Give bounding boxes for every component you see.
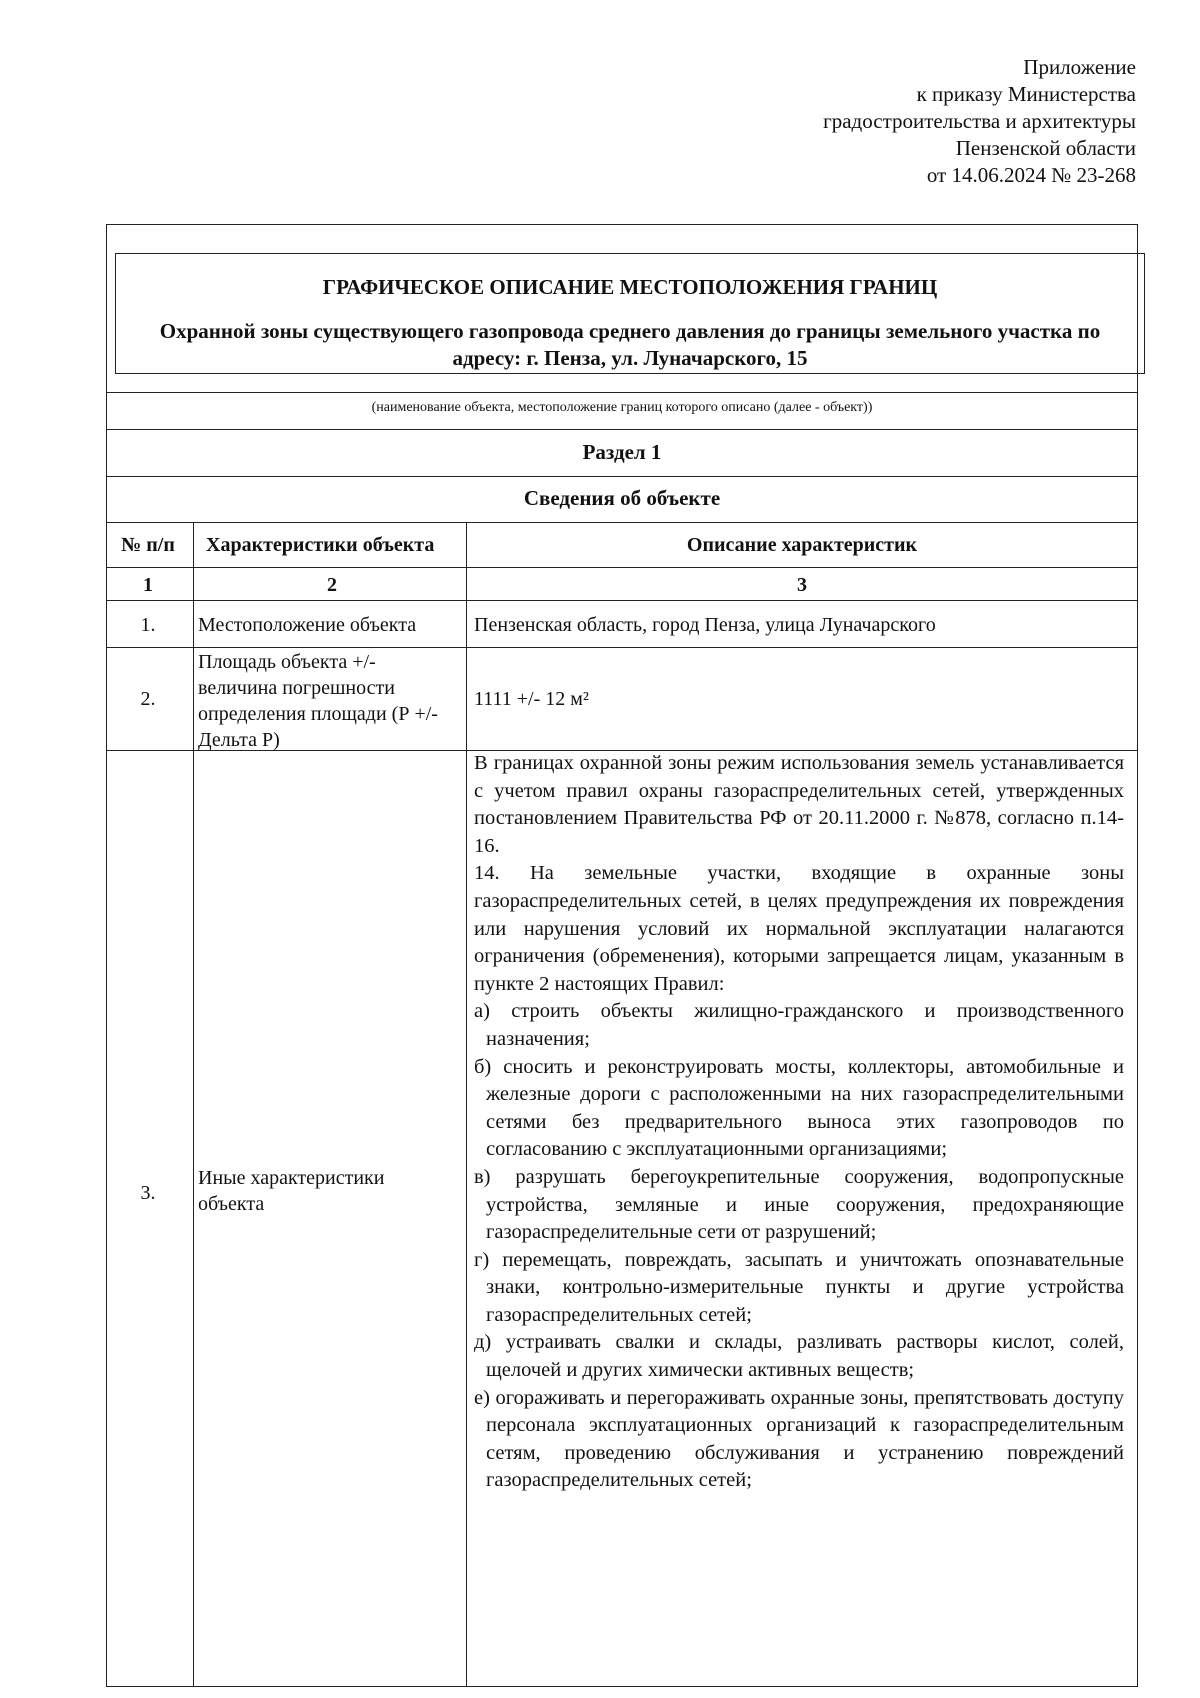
- divider: [106, 429, 1138, 430]
- description-paragraph: д) устраивать свалки и склады, разливать растворы кислот, солей, щелочей и других химически активных веществ;: [474, 1331, 1124, 1382]
- divider: [106, 476, 1138, 477]
- section-subtitle: Сведения об объекте: [523, 486, 721, 510]
- object-caption: (наименование объекта, местоположение границ которого описано (далее - объект)): [371, 400, 873, 415]
- column-line: [193, 522, 194, 1687]
- column-number: 3: [797, 574, 807, 596]
- appendix-line: Приложение: [1023, 55, 1136, 79]
- column-number: 2: [327, 574, 337, 596]
- column-number: 1: [143, 574, 153, 596]
- appendix-line: Пензенской области: [955, 136, 1136, 160]
- row-number: 3.: [140, 1182, 156, 1204]
- description-paragraph: а) строить объекты жилищно-гражданского и производственного назначения;: [474, 1000, 1124, 1050]
- appendix-line: к приказу Министерства: [916, 82, 1136, 106]
- description-paragraph: б) сносить и реконструировать мосты, коллекторы, автомобильные и железные дороги с расположенными на них газораспределительными сетями без предварительного выноса этих газопроводов по согласованию с эксплуатационными организациями;: [474, 1055, 1124, 1161]
- row-number: 2.: [140, 688, 156, 710]
- column-line: [466, 522, 467, 1687]
- divider: [106, 647, 1138, 648]
- description-paragraph: 14. На земельные участки, входящие в охранные зоны газораспределительных сетей, в целях предупреждения их повреждения или нарушения условий их нормальной эксплуатации налагаются ограничения (обременения), которыми запрещается лицам, указанным в пункте 2 настоящих Правил:: [474, 862, 1124, 995]
- description-paragraph: в) разрушать берегоукрепительные сооружения, водопропускные устройства, земляные и иные сооружения, предохраняющие газораспределительные сети от разрушений;: [474, 1165, 1124, 1244]
- document-title: ГРАФИЧЕСКОЕ ОПИСАНИЕ МЕСТОПОЛОЖЕНИЯ ГРАНИЦ: [322, 275, 938, 299]
- divider: [106, 567, 1138, 568]
- row-description-block: [474, 750, 1124, 1495]
- appendix-block: [823, 54, 1136, 189]
- description-paragraph: г) перемещать, повреждать, засыпать и уничтожать опознавательные знаки, контрольно-измерительные пункты и другие устройства газораспределительных сетей;: [474, 1248, 1124, 1326]
- description-paragraph: В границах охранной зоны режим использования земель устанавливается с учетом правил охраны газораспределительных сетей, утвержденных постановлением Правительства РФ от 20.11.2000 г. №878, согласно п.14-16.: [474, 752, 1124, 857]
- row-number: 1.: [140, 614, 156, 636]
- description-paragraph: е) огораживать и перегораживать охранные зоны, препятствовать доступу персонала эксплуатационных организаций к газораспределительным сетям, проведению обслуживания и устранению повреждений газораспределительных сетей;: [474, 1386, 1124, 1492]
- appendix-line: градостроительства и архитектуры: [823, 109, 1136, 133]
- header-description: Описание характеристик: [686, 534, 918, 556]
- row-characteristic: Местоположение объекта: [198, 614, 417, 636]
- section-title: Раздел 1: [582, 440, 662, 464]
- divider: [106, 522, 1138, 523]
- row-characteristic: Иные характеристики объекта: [198, 1167, 385, 1215]
- divider: [106, 600, 1138, 601]
- divider: [106, 392, 1138, 393]
- appendix-date-number: от 14.06.2024 № 23-268: [926, 163, 1136, 187]
- object-name: Охранной зоны существующего газопровода среднего давления до границы земельного участка по адресу: г. Пенза, ул. Луначарского, 15: [159, 319, 1101, 370]
- header-num: № п/п: [121, 534, 175, 556]
- row-description: 1111 +/- 12 м²: [474, 688, 589, 710]
- row-characteristic: Площадь объекта +/- величина погрешности определения площади (Р +/- Дельта Р): [198, 651, 438, 751]
- header-characteristic: Характеристики объекта: [206, 534, 435, 556]
- row-description: Пензенская область, город Пенза, улица Луначарского: [474, 614, 936, 636]
- title-box: [115, 253, 1145, 374]
